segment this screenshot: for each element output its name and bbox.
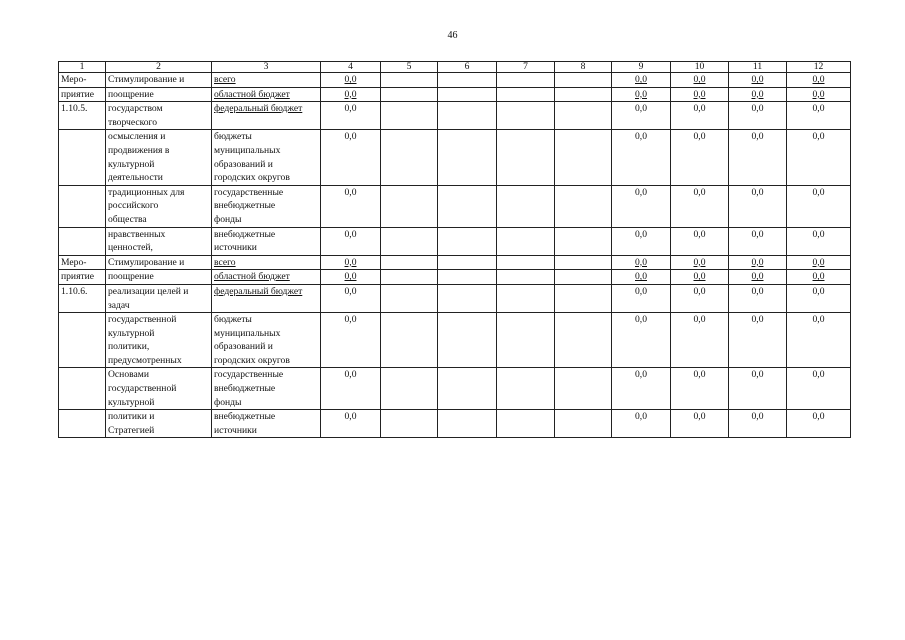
empty-cell-6 bbox=[438, 255, 497, 270]
cell-line: государством bbox=[108, 103, 163, 115]
value-text: 0,0 bbox=[693, 411, 706, 423]
value-cell-10 bbox=[671, 270, 729, 285]
value-cell-10 bbox=[671, 227, 729, 255]
header-cell: 12 bbox=[787, 62, 851, 73]
value-text: 0,0 bbox=[344, 186, 357, 198]
cell-line: источники bbox=[214, 242, 257, 254]
value-text: 0,0 bbox=[344, 74, 357, 85]
value-text: 0,0 bbox=[693, 314, 706, 326]
cell-line: продвижения в bbox=[108, 144, 170, 156]
empty-cell-6 bbox=[438, 410, 497, 438]
value-text: 0,0 bbox=[693, 131, 706, 143]
empty-cell-8 bbox=[555, 227, 612, 255]
value-cell-4 bbox=[321, 368, 381, 410]
value-text: 0,0 bbox=[693, 228, 706, 240]
cell-line: фонды bbox=[214, 396, 242, 408]
cell-line: муниципальных bbox=[214, 327, 281, 339]
value-text: 0,0 bbox=[635, 271, 647, 283]
header-cell: 11 bbox=[729, 62, 787, 73]
cell-line: областной бюджет bbox=[214, 88, 290, 100]
value-cell-11 bbox=[729, 185, 787, 227]
measure-label-cell bbox=[59, 313, 106, 368]
value-cell-10 bbox=[671, 73, 729, 88]
table-row bbox=[59, 227, 851, 255]
table-row bbox=[59, 130, 851, 185]
empty-cell-6 bbox=[438, 227, 497, 255]
empty-cell-6 bbox=[438, 102, 497, 130]
empty-cell-5 bbox=[381, 255, 438, 270]
cell-line: Стимулирование и bbox=[108, 256, 185, 268]
value-cell-9 bbox=[612, 87, 671, 102]
empty-cell-5 bbox=[381, 270, 438, 285]
empty-cell-7 bbox=[497, 227, 555, 255]
value-text: 0,0 bbox=[693, 88, 706, 100]
measure-label-cell bbox=[59, 87, 106, 102]
value-text: 0,0 bbox=[751, 314, 764, 326]
measure-name-cell bbox=[106, 87, 212, 102]
cell-line: городских округов bbox=[214, 172, 290, 184]
funding-source-cell bbox=[212, 73, 321, 88]
measure-label-cell bbox=[59, 368, 106, 410]
value-cell-4 bbox=[321, 87, 381, 102]
empty-cell-6 bbox=[438, 87, 497, 102]
value-cell-12 bbox=[787, 130, 851, 185]
measure-name-cell bbox=[106, 410, 212, 438]
cell-line: фонды bbox=[214, 213, 242, 225]
value-text: 0,0 bbox=[751, 271, 764, 283]
cell-line: 1.10.6. bbox=[61, 285, 88, 297]
empty-cell-7 bbox=[497, 130, 555, 185]
value-text: 0,0 bbox=[344, 369, 357, 381]
value-cell-11 bbox=[729, 102, 787, 130]
header-cell: 2 bbox=[106, 62, 212, 73]
value-cell-4 bbox=[321, 185, 381, 227]
value-cell-12 bbox=[787, 284, 851, 312]
funding-source-cell bbox=[212, 313, 321, 368]
measure-label-cell bbox=[59, 270, 106, 285]
value-text: 0,0 bbox=[812, 369, 825, 381]
value-cell-12 bbox=[787, 255, 851, 270]
header-cell: 10 bbox=[671, 62, 729, 73]
cell-line: политики и bbox=[108, 411, 155, 423]
empty-cell-8 bbox=[555, 255, 612, 270]
value-text: 0,0 bbox=[344, 285, 357, 297]
measure-label-cell bbox=[59, 73, 106, 88]
value-text: 0,0 bbox=[693, 369, 706, 381]
cell-line: государственные bbox=[214, 186, 284, 198]
value-text: 0,0 bbox=[693, 271, 706, 283]
value-text: 0,0 bbox=[812, 74, 825, 85]
value-cell-4 bbox=[321, 102, 381, 130]
value-cell-11 bbox=[729, 270, 787, 285]
value-text: 0,0 bbox=[344, 131, 357, 143]
value-cell-12 bbox=[787, 227, 851, 255]
measure-label-cell bbox=[59, 130, 106, 185]
value-text: 0,0 bbox=[344, 256, 357, 268]
cell-line: ценностей, bbox=[108, 242, 153, 254]
cell-line: источники bbox=[214, 424, 257, 436]
value-cell-4 bbox=[321, 410, 381, 438]
value-text: 0,0 bbox=[635, 411, 647, 423]
cell-line: федеральный бюджет bbox=[214, 285, 303, 297]
table-row bbox=[59, 87, 851, 102]
empty-cell-6 bbox=[438, 130, 497, 185]
cell-line: задач bbox=[108, 299, 130, 311]
value-text: 0,0 bbox=[635, 314, 647, 326]
empty-cell-8 bbox=[555, 102, 612, 130]
cell-line: областной бюджет bbox=[214, 271, 290, 283]
value-cell-10 bbox=[671, 255, 729, 270]
header-cell: 6 bbox=[438, 62, 497, 73]
header-cell: 8 bbox=[555, 62, 612, 73]
value-cell-12 bbox=[787, 313, 851, 368]
table-row bbox=[59, 102, 851, 130]
value-cell-9 bbox=[612, 368, 671, 410]
table-row bbox=[59, 313, 851, 368]
value-cell-10 bbox=[671, 102, 729, 130]
table-row bbox=[59, 185, 851, 227]
cell-line: внебюджетные bbox=[214, 383, 276, 395]
value-cell-4 bbox=[321, 130, 381, 185]
empty-cell-7 bbox=[497, 102, 555, 130]
empty-cell-5 bbox=[381, 410, 438, 438]
value-text: 0,0 bbox=[812, 88, 825, 100]
value-text: 0,0 bbox=[751, 285, 764, 297]
value-text: 0,0 bbox=[635, 88, 647, 100]
table-row bbox=[59, 284, 851, 312]
measure-name-cell bbox=[106, 284, 212, 312]
cell-line: государственной bbox=[108, 383, 177, 395]
funding-source-cell bbox=[212, 255, 321, 270]
value-cell-9 bbox=[612, 284, 671, 312]
cell-line: государственные bbox=[214, 369, 284, 381]
value-text: 0,0 bbox=[344, 271, 357, 283]
value-text: 0,0 bbox=[751, 131, 764, 143]
value-cell-12 bbox=[787, 87, 851, 102]
empty-cell-8 bbox=[555, 270, 612, 285]
value-text: 0,0 bbox=[812, 131, 825, 143]
cell-line: осмысления и bbox=[108, 131, 166, 143]
measure-name-cell bbox=[106, 102, 212, 130]
measure-label-cell bbox=[59, 284, 106, 312]
page-number: 46 bbox=[447, 30, 458, 41]
cell-line: поощрение bbox=[108, 88, 154, 100]
empty-cell-7 bbox=[497, 73, 555, 88]
value-cell-10 bbox=[671, 368, 729, 410]
value-cell-9 bbox=[612, 73, 671, 88]
empty-cell-6 bbox=[438, 368, 497, 410]
empty-cell-5 bbox=[381, 227, 438, 255]
header-cell: 7 bbox=[497, 62, 555, 73]
cell-line: культурной bbox=[108, 158, 155, 170]
value-cell-11 bbox=[729, 255, 787, 270]
empty-cell-5 bbox=[381, 185, 438, 227]
value-text: 0,0 bbox=[812, 411, 825, 423]
measure-name-cell bbox=[106, 185, 212, 227]
value-cell-11 bbox=[729, 87, 787, 102]
value-cell-11 bbox=[729, 284, 787, 312]
cell-line: городских округов bbox=[214, 354, 290, 366]
value-cell-11 bbox=[729, 73, 787, 88]
value-text: 0,0 bbox=[751, 369, 764, 381]
value-cell-4 bbox=[321, 73, 381, 88]
value-text: 0,0 bbox=[635, 74, 647, 85]
funding-source-cell bbox=[212, 410, 321, 438]
cell-line: политики, bbox=[108, 341, 150, 353]
empty-cell-8 bbox=[555, 87, 612, 102]
value-cell-4 bbox=[321, 255, 381, 270]
value-cell-10 bbox=[671, 130, 729, 185]
value-cell-10 bbox=[671, 284, 729, 312]
measure-name-cell bbox=[106, 130, 212, 185]
value-cell-9 bbox=[612, 255, 671, 270]
funding-source-cell bbox=[212, 102, 321, 130]
empty-cell-6 bbox=[438, 73, 497, 88]
value-text: 0,0 bbox=[751, 228, 764, 240]
cell-line: внебюджетные bbox=[214, 200, 276, 212]
table-body bbox=[59, 73, 851, 438]
funding-source-cell bbox=[212, 284, 321, 312]
value-text: 0,0 bbox=[751, 186, 764, 198]
cell-line: муниципальных bbox=[214, 144, 281, 156]
value-cell-12 bbox=[787, 73, 851, 88]
header-cell: 1 bbox=[59, 62, 106, 73]
cell-line: творческого bbox=[108, 116, 158, 128]
value-cell-11 bbox=[729, 313, 787, 368]
cell-line: Основами bbox=[108, 369, 149, 381]
cell-line: образований и bbox=[214, 158, 273, 170]
cell-line: внебюджетные bbox=[214, 228, 276, 240]
value-cell-9 bbox=[612, 410, 671, 438]
value-text: 0,0 bbox=[812, 186, 825, 198]
value-text: 0,0 bbox=[344, 88, 357, 100]
value-text: 0,0 bbox=[344, 228, 357, 240]
empty-cell-8 bbox=[555, 313, 612, 368]
measure-label-cell bbox=[59, 102, 106, 130]
value-cell-9 bbox=[612, 130, 671, 185]
value-text: 0,0 bbox=[635, 285, 647, 297]
value-text: 0,0 bbox=[693, 285, 706, 297]
value-cell-9 bbox=[612, 102, 671, 130]
empty-cell-7 bbox=[497, 368, 555, 410]
measure-label-cell bbox=[59, 185, 106, 227]
value-text: 0,0 bbox=[344, 103, 357, 115]
cell-line: общества bbox=[108, 213, 147, 225]
cell-line: приятие bbox=[61, 271, 95, 283]
empty-cell-8 bbox=[555, 185, 612, 227]
empty-cell-5 bbox=[381, 284, 438, 312]
empty-cell-6 bbox=[438, 185, 497, 227]
value-text: 0,0 bbox=[812, 314, 825, 326]
table-row bbox=[59, 255, 851, 270]
cell-line: традиционных для bbox=[108, 186, 185, 198]
value-cell-9 bbox=[612, 270, 671, 285]
empty-cell-5 bbox=[381, 73, 438, 88]
measure-label-cell bbox=[59, 227, 106, 255]
empty-cell-8 bbox=[555, 368, 612, 410]
value-cell-12 bbox=[787, 185, 851, 227]
empty-cell-7 bbox=[497, 313, 555, 368]
value-text: 0,0 bbox=[812, 228, 825, 240]
value-cell-12 bbox=[787, 270, 851, 285]
cell-line: нравственных bbox=[108, 228, 166, 240]
empty-cell-7 bbox=[497, 185, 555, 227]
funding-source-cell bbox=[212, 87, 321, 102]
value-text: 0,0 bbox=[693, 103, 706, 115]
table-row bbox=[59, 368, 851, 410]
value-text: 0,0 bbox=[751, 103, 764, 115]
value-text: 0,0 bbox=[344, 411, 357, 423]
value-cell-4 bbox=[321, 313, 381, 368]
empty-cell-6 bbox=[438, 313, 497, 368]
value-text: 0,0 bbox=[812, 256, 825, 268]
value-cell-10 bbox=[671, 313, 729, 368]
header-row bbox=[59, 62, 851, 73]
empty-cell-6 bbox=[438, 270, 497, 285]
funding-source-cell bbox=[212, 130, 321, 185]
value-text: 0,0 bbox=[635, 103, 647, 115]
value-text: 0,0 bbox=[812, 285, 825, 297]
value-text: 0,0 bbox=[635, 369, 647, 381]
empty-cell-7 bbox=[497, 270, 555, 285]
cell-line: приятие bbox=[61, 88, 95, 100]
measure-name-cell bbox=[106, 255, 212, 270]
header-cell: 4 bbox=[321, 62, 381, 73]
value-cell-12 bbox=[787, 410, 851, 438]
cell-line: реализации целей и bbox=[108, 285, 189, 297]
empty-cell-5 bbox=[381, 87, 438, 102]
value-text: 0,0 bbox=[751, 411, 764, 423]
value-cell-10 bbox=[671, 87, 729, 102]
value-cell-4 bbox=[321, 270, 381, 285]
value-cell-4 bbox=[321, 227, 381, 255]
cell-line: бюджеты bbox=[214, 131, 252, 143]
empty-cell-8 bbox=[555, 284, 612, 312]
value-cell-11 bbox=[729, 368, 787, 410]
value-text: 0,0 bbox=[693, 74, 706, 85]
cell-line: бюджеты bbox=[214, 314, 252, 326]
measure-label-cell bbox=[59, 410, 106, 438]
cell-line: предусмотренных bbox=[108, 354, 182, 366]
header-cell: 3 bbox=[212, 62, 321, 73]
cell-line: государственной bbox=[108, 314, 177, 326]
cell-line: внебюджетные bbox=[214, 411, 276, 423]
cell-line: поощрение bbox=[108, 271, 154, 283]
funding-source-cell bbox=[212, 185, 321, 227]
header-cell: 5 bbox=[381, 62, 438, 73]
value-text: 0,0 bbox=[693, 256, 706, 268]
value-text: 0,0 bbox=[812, 271, 825, 283]
measure-name-cell bbox=[106, 73, 212, 88]
cell-line: российского bbox=[108, 200, 159, 212]
empty-cell-8 bbox=[555, 410, 612, 438]
value-cell-11 bbox=[729, 227, 787, 255]
empty-cell-7 bbox=[497, 255, 555, 270]
value-cell-11 bbox=[729, 410, 787, 438]
cell-line: культурной bbox=[108, 396, 155, 408]
cell-line: культурной bbox=[108, 327, 155, 339]
value-text: 0,0 bbox=[635, 256, 647, 268]
table-row bbox=[59, 73, 851, 88]
value-cell-12 bbox=[787, 368, 851, 410]
value-cell-9 bbox=[612, 227, 671, 255]
funding-source-cell bbox=[212, 227, 321, 255]
measure-name-cell bbox=[106, 313, 212, 368]
value-cell-4 bbox=[321, 284, 381, 312]
empty-cell-6 bbox=[438, 284, 497, 312]
header-cell: 9 bbox=[612, 62, 671, 73]
measure-name-cell bbox=[106, 270, 212, 285]
value-text: 0,0 bbox=[812, 103, 825, 115]
measure-name-cell bbox=[106, 227, 212, 255]
value-cell-9 bbox=[612, 185, 671, 227]
value-text: 0,0 bbox=[751, 88, 764, 100]
value-cell-10 bbox=[671, 185, 729, 227]
value-text: 0,0 bbox=[693, 186, 706, 198]
cell-line: Стимулирование и bbox=[108, 74, 185, 85]
value-cell-10 bbox=[671, 410, 729, 438]
empty-cell-8 bbox=[555, 73, 612, 88]
funding-source-cell bbox=[212, 368, 321, 410]
budget-table bbox=[58, 61, 851, 438]
empty-cell-8 bbox=[555, 130, 612, 185]
empty-cell-7 bbox=[497, 284, 555, 312]
value-text: 0,0 bbox=[751, 74, 764, 85]
value-cell-12 bbox=[787, 102, 851, 130]
cell-line: федеральный бюджет bbox=[214, 103, 303, 115]
empty-cell-5 bbox=[381, 102, 438, 130]
value-cell-9 bbox=[612, 313, 671, 368]
empty-cell-7 bbox=[497, 87, 555, 102]
value-cell-11 bbox=[729, 130, 787, 185]
cell-line: всего bbox=[214, 256, 236, 268]
value-text: 0,0 bbox=[751, 256, 764, 268]
cell-line: всего bbox=[214, 74, 236, 85]
cell-line: Меро- bbox=[61, 256, 87, 268]
cell-line: образований и bbox=[214, 341, 273, 353]
cell-line: Стратегией bbox=[108, 424, 155, 436]
empty-cell-5 bbox=[381, 368, 438, 410]
value-text: 0,0 bbox=[635, 186, 647, 198]
empty-cell-5 bbox=[381, 313, 438, 368]
empty-cell-7 bbox=[497, 410, 555, 438]
measure-label-cell bbox=[59, 255, 106, 270]
table-row bbox=[59, 410, 851, 438]
value-text: 0,0 bbox=[635, 131, 647, 143]
table-row bbox=[59, 270, 851, 285]
cell-line: 1.10.5. bbox=[61, 103, 88, 115]
cell-line: Меро- bbox=[61, 74, 87, 85]
empty-cell-5 bbox=[381, 130, 438, 185]
value-text: 0,0 bbox=[635, 228, 647, 240]
funding-source-cell bbox=[212, 270, 321, 285]
value-text: 0,0 bbox=[344, 314, 357, 326]
measure-name-cell bbox=[106, 368, 212, 410]
cell-line: деятельности bbox=[108, 172, 163, 184]
